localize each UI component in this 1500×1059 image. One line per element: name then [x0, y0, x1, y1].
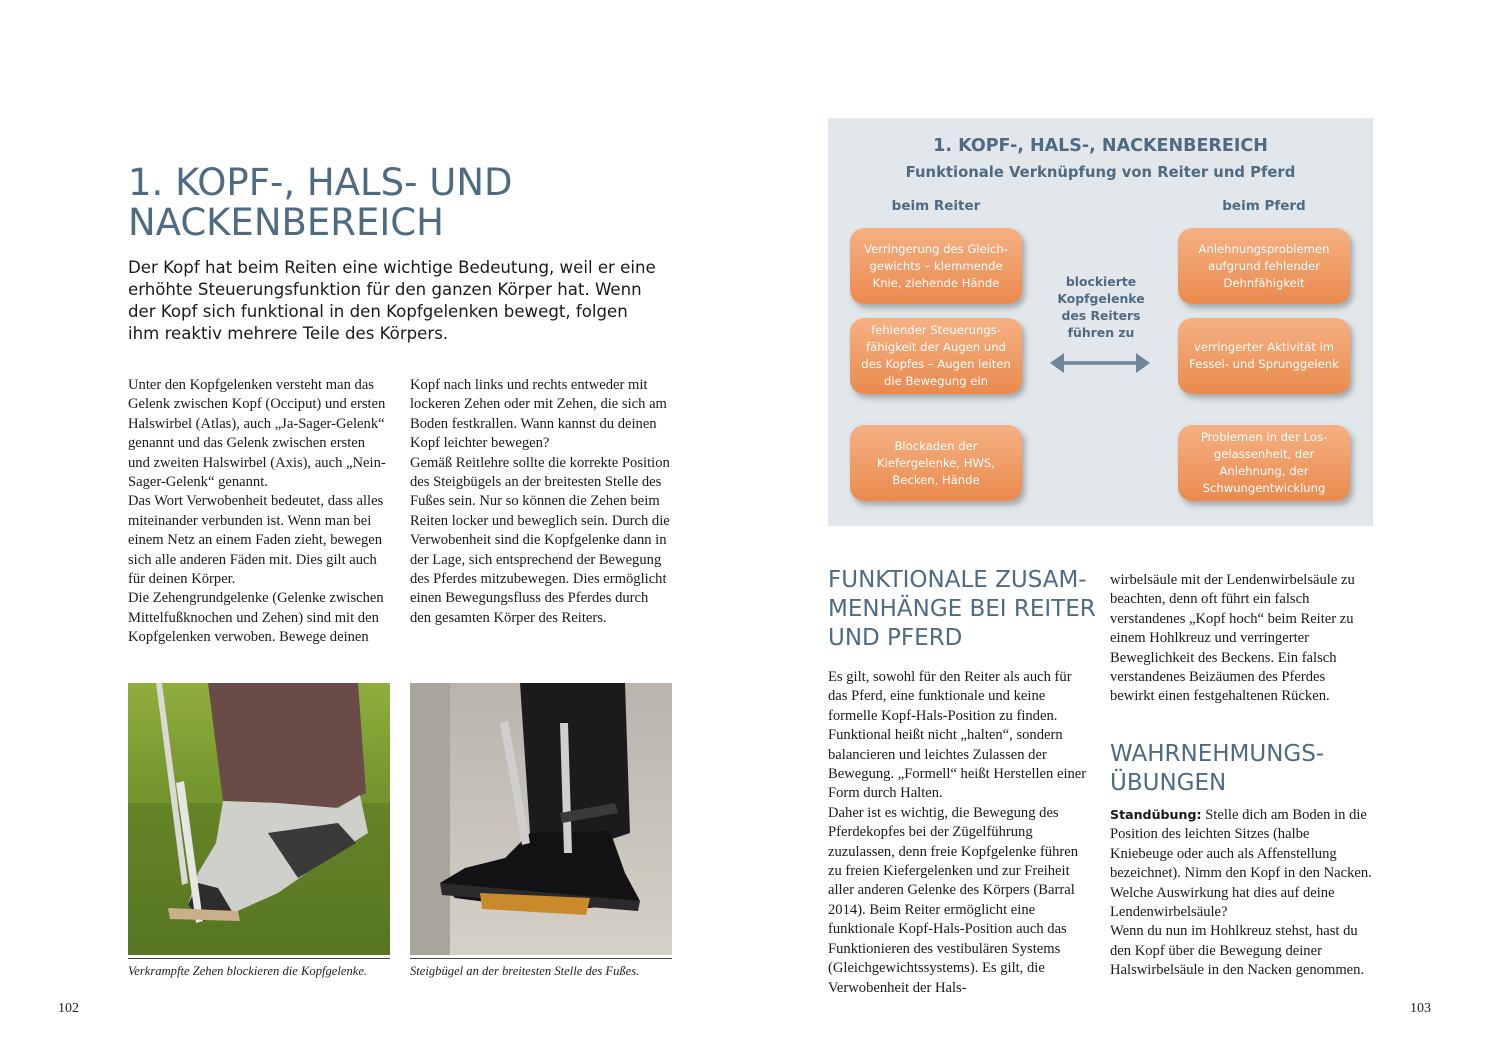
- lead-paragraph: Der Kopf hat beim Reiten eine wichtige Bedeutung, weil er eine erhöhte Steuerungsfunktion für den ganzen Körper hat. Wenn der Kopf sich funktional in den Kopfgelenken bewegt, folgen ihm reaktiv mehrere Teile des Körpers.: [128, 258, 656, 343]
- paragraph: Das Wort Verwobenheit bedeutet, dass alles miteinander verbunden ist. Wenn man bei einem Netz an einem Faden zieht, bewegen sich alle anderen Fäden mit. Dies gilt auch für deinen Körper.: [128, 493, 384, 588]
- body-column-1: [128, 376, 390, 648]
- double-arrow-icon: [1048, 350, 1152, 376]
- diagram-title: 1. KOPF-, HALS-, NACKENBEREICH: [933, 136, 1268, 156]
- paragraph: Daher ist es wichtig, die Bewegung des Pferdekopfes bei der Zügelführung zuzulassen, denn freie Kopfgelenke führen zu freien Kiefergelenken und zur Freiheit aller anderen Gelenke des Körpers (Barral 2014). Beim Reiter ermöglicht eine funktionale Kopf-Hals-Position auch das Funktionieren des vestibulären Systems (Gleichgewichtssystems). Es gilt, die Verwobenheit der Hals-: [828, 804, 1079, 996]
- body-column-4-top: [1110, 571, 1372, 707]
- page-title-line2: NACKENBEREICH: [128, 201, 444, 244]
- exercise-label: Standübung:: [1110, 807, 1202, 822]
- caption-photo-1: Verkrampfte Zehen blockieren die Kopfgelenke.: [128, 958, 390, 979]
- rider-effect-box: Verringerung des Gleich-gewichts – klemmende Knie, ziehende Hände: [850, 228, 1022, 304]
- paragraph: Es gilt, sowohl für den Reiter als auch für das Pferd, eine funktionale und keine formelle Kopf-Hals-Position zu finden. Funktional heißt nicht „halten“, sondern balancieren und leichtes Zulassen der Bewegung. „Formell“ heißt Herstellen einer Form durch Halten.: [828, 669, 1087, 802]
- diagram-box: [828, 118, 1373, 526]
- diagram-center-text: blockierte Kopfgelenke des Reiters führen zu: [1057, 274, 1145, 340]
- body-column-3: [828, 668, 1090, 998]
- heading-line: WAHRNEHMUNGS-: [1110, 741, 1325, 767]
- heading-line: ÜBUNGEN: [1110, 770, 1227, 796]
- horse-effect-box: Problemen in der Los-gelassenheit, der Anlehnung, der Schwungentwicklung: [1178, 425, 1350, 501]
- photo-cramped-toes: [128, 683, 390, 955]
- page-number-right: 103: [1410, 1001, 1431, 1016]
- rider-effect-box: fehlender Steuerungs-fähigkeit der Augen und des Kopfes – Augen leiten die Bewegung ein: [850, 318, 1022, 394]
- photo-cramped-toes-image: [128, 683, 390, 955]
- body-column-4-bottom: [1110, 805, 1372, 981]
- caption-photo-2: Steigbügel an der breitesten Stelle des Fußes.: [410, 958, 672, 979]
- paragraph: Wenn du nun im Hohlkreuz stehst, hast du den Kopf über die Bewegung deiner Halswirbelsäule in den Nacken genommen.: [1110, 923, 1365, 979]
- page-title: [128, 163, 513, 243]
- page-number-left: 102: [58, 1001, 79, 1016]
- photo-boot-stirrup: [410, 683, 672, 955]
- rider-effect-box: Blockaden der Kiefergelenke, HWS, Becken, Hände: [850, 425, 1022, 501]
- paragraph: Gemäß Reitlehre sollte die korrekte Position des Steigbügels an der breitesten Stelle des Fußes sein. Nur so können die Zehen beim Reiten locker und beweglich sein. Durch die Verwobenheit sind die Kopfgelenke dann in der Lage, sich entsprechend der Bewegung des Pferdes mitzubewegen. Dies ermöglicht einen Bewegungsfluss des Pferdes durch den gesamten Körper des Reiters.: [410, 454, 670, 626]
- paragraph: Die Zehengrundgelenke (Gelenke zwischen Mittelfußknochen und Zehen) sind mit den Kopfgelenken verwoben. Bewege deinen: [128, 590, 384, 646]
- column-header-rider: beim Reiter: [891, 198, 981, 214]
- paragraph: Kopf nach links und rechts entweder mit lockeren Zehen oder mit Zehen, die sich am Boden festkrallen. Wann kannst du deinen Kopf leichter bewegen?: [410, 377, 667, 452]
- heading-line: FUNKTIONALE ZUSAM-: [828, 567, 1087, 593]
- diagram-subtitle: Funktionale Verknüpfung von Reiter und Pferd: [905, 164, 1296, 181]
- paragraph: wirbelsäule mit der Lendenwirbelsäule zu beachten, denn oft führt ein falsch verstandenes „Kopf hoch“ beim Reiter zu einem Hohlkreuz und verringerter Beweglichkeit des Beckens. Ein falsch verstandenes Beizäumen des Pferdes bewirkt einen festgehaltenen Rücken.: [1110, 572, 1355, 705]
- right-page: [750, 0, 1500, 1059]
- paragraph: [1110, 805, 1372, 922]
- column-header-horse: beim Pferd: [1222, 198, 1306, 214]
- paragraph: Unter den Kopfgelenken versteht man das Gelenk zwischen Kopf (Occiput) und ersten Halswirbel (Atlas), auch „Ja-Sager-Gelenk“ genannt und das Gelenk zwischen ersten und zweiten Halswirbel (Axis), auch „Nein-Sager-Gelenk“ genannt.: [128, 377, 386, 491]
- body-column-2: [410, 376, 672, 628]
- exercise-text: Stelle dich am Boden in die Position des leichten Sitzes (halbe Kniebeuge oder auch als Affenstellung bezeichnet). Nimm den Kopf in den Nacken. Welche Auswirkung hat dies auf deine Lendenwirbelsäule?: [1110, 807, 1372, 921]
- section-heading-exercises: [1110, 740, 1324, 798]
- horse-effect-box: verringerter Aktivität im Fessel- und Sprunggelenk: [1178, 318, 1350, 394]
- horse-effect-box: Anlehnungsproblemen aufgrund fehlender Dehnfähigkeit: [1178, 228, 1350, 304]
- heading-line: MENHÄNGE BEI REITER: [828, 596, 1096, 622]
- page-title-line1: 1. KOPF-, HALS- UND: [128, 161, 513, 204]
- heading-line: UND PFERD: [828, 625, 963, 651]
- section-heading-functional: [828, 566, 1096, 653]
- photo-boot-stirrup-image: [410, 683, 672, 955]
